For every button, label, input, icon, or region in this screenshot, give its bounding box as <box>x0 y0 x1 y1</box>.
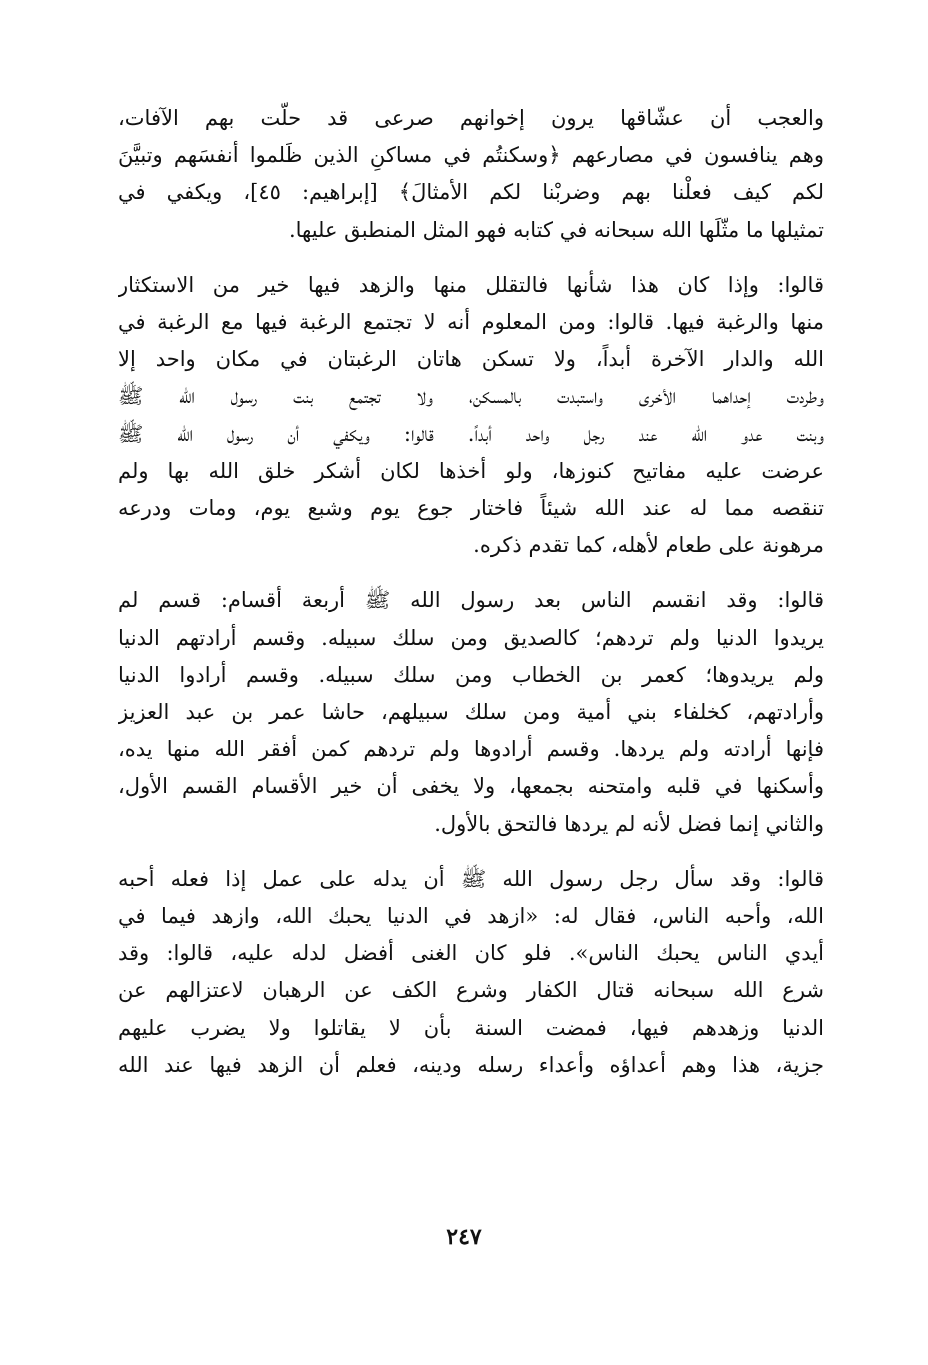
text-line: وهم ينافسون في مصارعهم ﴿وسكنتُم في مساكنِ الذين ظَلموا أنفسَهم وتبيَّنَ <box>118 143 824 168</box>
text-line: الله، وأحبه الناس، فقال له: «ازهد في الدنيا يحبك الله، وازهد فيما في <box>118 904 824 929</box>
text-line: تمثيلها ما مثّلَها الله سبحانه في كتابه فهو المثل المنطبق عليها. <box>288 217 824 242</box>
text-line: وبنت عدو الله عند رجل واحد أبداً. قالوا: ويكفي أن رسول الله ﷺ <box>118 421 824 446</box>
text-line: يريدوا الدنيا ولم تردهم؛ كالصديق ومن سلك سبيله. وقسم أرادتهم الدنيا <box>118 625 824 650</box>
text-line: والعجب أن عشّاقها يرون إخوانهم صرعى قد حلّت بهم الآفات، <box>118 106 824 130</box>
text-line: تنقصه مما له عند الله شيئاً فاختار جوع يوم وشبع يوم، ومات ودرعه <box>118 496 824 521</box>
paragraph-4 <box>118 861 824 1084</box>
text-line: قالوا: وإذا كان هذا شأنها فالتقلل منها والزهد فيها خير من الاستكثار <box>118 272 824 297</box>
text-line: منها والرغبة فيها. قالوا: ومن المعلوم أنه لا تجتمع الرغبة فيها مع الرغبة في <box>118 310 824 335</box>
paragraph-3 <box>118 582 824 842</box>
text-line: قالوا: وقد سأل رجل رسول الله ﷺ أن يدله على عمل إذا فعله أحبه <box>118 866 824 891</box>
text-line: فإنها أرادته ولم يردها. وقسم أرادوها ولم تردهم كمن أفقر الله منها يده، <box>118 737 824 762</box>
text-line: وأسكنها في قلبه وامتحنه بجمعها، ولا يخفى أن خير الأقسام القسم الأول، <box>118 774 824 799</box>
text-line: مرهونة على طعام لأهله، كما تقدم ذكره. <box>473 533 824 558</box>
text-line: الدنيا وزهدهم فيها، فمضت السنة بأن لا يقاتلوا ولا يضرب عليهم <box>118 1015 824 1040</box>
text-line: ولم يريدوها؛ كعمر بن الخطاب ومن سلك سبيله. وقسم أرادوا الدنيا <box>118 662 824 687</box>
text-line: الله والدار الآخرة أبداً، ولا تسكن هاتان الرغبتان في مكان واحد إلا <box>118 347 824 372</box>
text-line: عرضت عليه مفاتيح كنوزها، ولو أخذها لكان أشكر خلق الله بها ولم <box>118 458 824 483</box>
text-line: وطردت إحداهما الأخرى واستبدت بالمسكن، ولا تجتمع بنت رسول الله ﷺ <box>118 384 824 409</box>
text-line: أيدي الناس يحبك الناس». فلو كان الغنى أفضل لدله عليه، قالوا: وقد <box>118 941 824 966</box>
text-line: شرع الله سبحانه قتال الكفار وشرع الكف عن الرهبان لاعتزالهم عن <box>118 978 824 1003</box>
text-line: قالوا: وقد انقسم الناس بعد رسول الله ﷺ أربعة أقسام: قسم لم <box>118 588 824 613</box>
text-line: جزية، هذا وهم أعداؤه وأعداء رسله ودينه، فعلم أن الزهد فيها عند الله <box>118 1052 824 1077</box>
text-line: وأرادتهم، كخلفاء بني أمية ومن سلك سبيلهم، حاشا عمر بن عبد العزيز <box>118 700 824 725</box>
page-number: ٢٤٧ <box>446 1224 482 1250</box>
text-line: لكم كيف فعلْنا بهم وضربْنا لكم الأمثالَ﴾ [إبراهيم: ٤٥]، ويكفي في <box>118 180 824 205</box>
page-body <box>118 100 824 1102</box>
paragraph-1 <box>118 100 824 249</box>
text-line: والثاني إنما فضل لأنه لم يردها فالتحق بالأول. <box>434 811 824 836</box>
paragraph-2 <box>118 267 824 565</box>
